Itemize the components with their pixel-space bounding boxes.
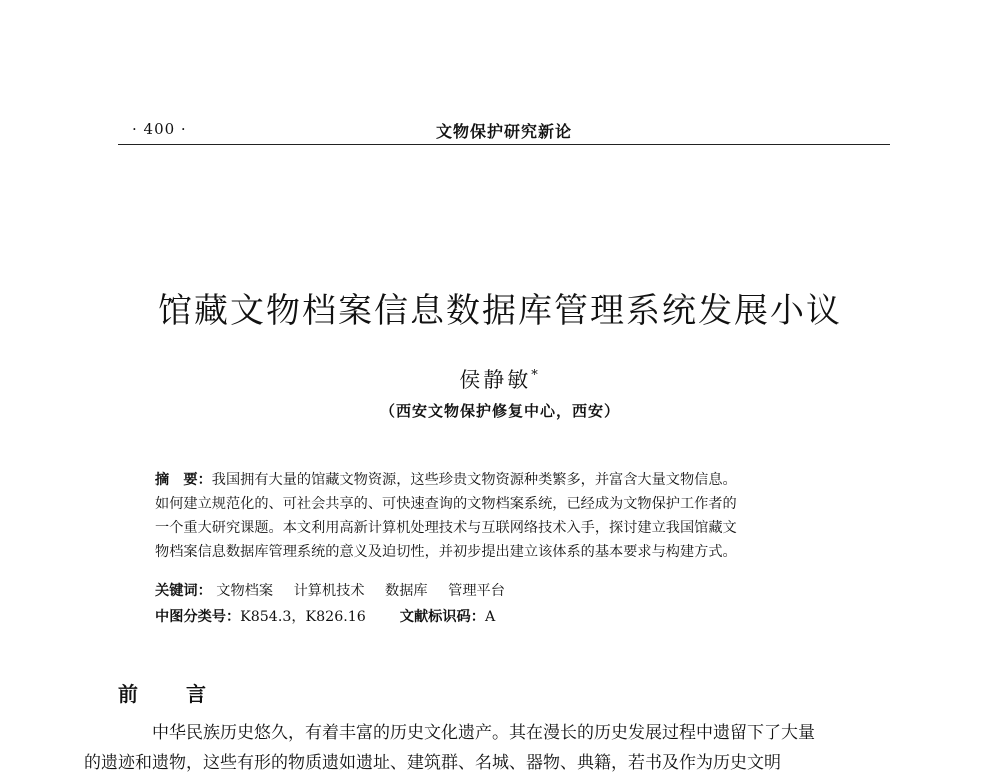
abstract-label: 摘 要： bbox=[155, 472, 212, 488]
author-name: 侯静敏 bbox=[459, 368, 532, 392]
clc-value: K854.3，K826.16 bbox=[240, 609, 366, 625]
page-header bbox=[118, 110, 890, 146]
article-title: 馆藏文物档案信息数据库管理系统发展小议 bbox=[158, 291, 842, 331]
keywords bbox=[155, 580, 853, 600]
keyword: 计算机技术 bbox=[293, 583, 365, 599]
body-paragraph bbox=[84, 718, 890, 778]
author-affiliation: （西安文物保护修复中心，西安） bbox=[379, 402, 620, 420]
keyword: 数据库 bbox=[385, 583, 428, 599]
running-title: 文物保护研究新论 bbox=[435, 122, 572, 141]
abstract bbox=[155, 468, 853, 564]
abstract-line: 如何建立规范化的、可社会共享的、可快速查询的文物档案系统，已经成为文物保护工作者的 bbox=[155, 496, 737, 512]
author-footnote-mark: * bbox=[531, 368, 541, 383]
keywords-label: 关键词： bbox=[155, 583, 212, 599]
doc-code-value: A bbox=[484, 609, 496, 625]
classification bbox=[155, 606, 853, 626]
body-line: 中华民族历史悠久，有着丰富的历史文化遗产。其在漫长的历史发展过程中遗留下了大量 bbox=[152, 723, 815, 743]
header-rule bbox=[118, 144, 890, 145]
doc-code-label: 文献标识码： bbox=[399, 609, 485, 625]
page-number: · 400 · bbox=[132, 120, 187, 138]
section-heading: 前 言 bbox=[118, 682, 220, 706]
keyword: 文物档案 bbox=[216, 583, 274, 599]
body-line: 的遗迹和遗物，这些有形的物质遗如遗址、建筑群、名城、器物、典籍，若书及作为历史文明 bbox=[84, 753, 781, 773]
abstract-line: 摘 要：我国拥有大量的馆藏文物资源，这些珍贵文物资源种类繁多，并富含大量文物信息。 bbox=[155, 472, 737, 488]
clc-label: 中图分类号： bbox=[155, 609, 241, 625]
author-line bbox=[0, 364, 1000, 394]
abstract-line: 一个重大研究课题。本文利用高新计算机处理技术与互联网络技术入手，探讨建立我国馆藏文 bbox=[155, 520, 737, 536]
abstract-line: 物档案信息数据库管理系统的意义及迫切性，并初步提出建立该体系的基本要求与构建方式。 bbox=[155, 544, 737, 560]
keyword: 管理平台 bbox=[448, 583, 505, 599]
